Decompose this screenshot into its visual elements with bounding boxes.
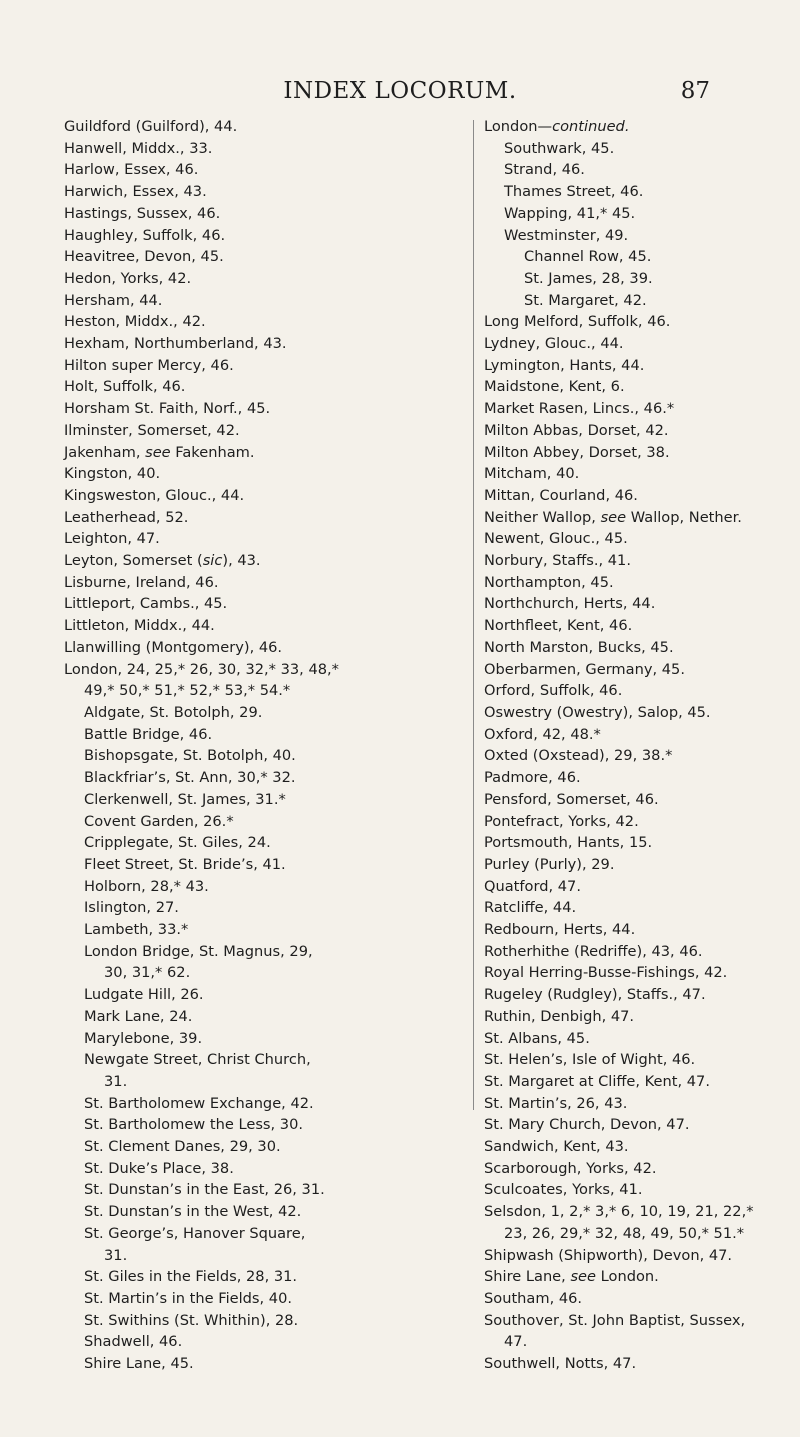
index-entry: Harlow, Essex, 46.: [64, 161, 199, 179]
index-entry: Sculcoates, Yorks, 41.: [484, 1181, 643, 1199]
index-entry: St. Dunstan’s in the West, 42.: [84, 1203, 302, 1221]
index-entry: London, 24, 25,* 26, 30, 32,* 33, 48,*: [64, 660, 339, 678]
index-entry: Maidstone, Kent, 6.: [484, 378, 625, 396]
index-entry: Marylebone, 39.: [84, 1029, 203, 1047]
index-entry: Jakenham, see Fakenham.: [64, 443, 255, 461]
index-entry: Clerkenwell, St. James, 31.*: [84, 790, 286, 808]
index-entry: Quatford, 47.: [484, 877, 581, 895]
index-entry: St. Albans, 45.: [484, 1029, 590, 1047]
index-entry: Purley (Purly), 29.: [484, 855, 615, 873]
index-entry: Holt, Suffolk, 46.: [64, 378, 186, 396]
index-entry: Lisburne, Ireland, 46.: [64, 573, 219, 591]
index-entry: 47.: [504, 1333, 528, 1351]
index-entry: Redbourn, Herts, 44.: [484, 921, 636, 939]
index-entry: St. Giles in the Fields, 28, 31.: [84, 1268, 298, 1286]
index-entry: Hanwell, Middx., 33.: [64, 139, 213, 157]
index-entry: Northfleet, Kent, 46.: [484, 617, 633, 635]
index-entry: Channel Row, 45.: [524, 248, 652, 266]
index-entry: St. Clement Danes, 29, 30.: [84, 1138, 281, 1156]
index-entry: St. Dunstan’s in the East, 26, 31.: [84, 1181, 325, 1199]
index-entry: St. Margaret at Cliffe, Kent, 47.: [484, 1072, 710, 1090]
index-entry: Littleport, Cambs., 45.: [64, 595, 228, 613]
index-entry: Southwell, Notts, 47.: [484, 1355, 637, 1373]
index-entry: Shadwell, 46.: [84, 1333, 183, 1351]
index-entry: Littleton, Middx., 44.: [64, 617, 215, 635]
index-entry: Pontefract, Yorks, 42.: [484, 812, 639, 830]
index-entry: Rotherhithe (Redriffe), 43, 46.: [484, 942, 703, 960]
index-entry: 30, 31,* 62.: [104, 964, 191, 982]
index-entry: Covent Garden, 26.*: [84, 812, 234, 830]
index-entry: St. James, 28, 39.: [524, 269, 653, 287]
column-divider: [473, 120, 474, 1110]
index-entry: Oxted (Oxstead), 29, 38.*: [484, 747, 673, 765]
index-entry: Neither Wallop, see Wallop, Nether.: [484, 508, 742, 526]
index-entry: Oxford, 42, 48.*: [484, 725, 601, 743]
index-entry: Southam, 46.: [484, 1289, 583, 1307]
index-entry: Strand, 46.: [504, 161, 585, 179]
index-entry: St. Margaret, 42.: [524, 291, 647, 309]
index-entry: Newgate Street, Christ Church,: [84, 1051, 311, 1069]
index-entry: St. Swithins (St. Whithin), 28.: [84, 1311, 299, 1329]
index-entry: Shire Lane, see London.: [484, 1268, 659, 1286]
index-entry: Hexham, Northumberland, 43.: [64, 335, 287, 353]
index-entry: 31.: [104, 1246, 128, 1264]
index-entry: Ratcliffe, 44.: [484, 899, 577, 917]
index-entry: Norbury, Staffs., 41.: [484, 552, 631, 570]
index-entry: St. Martin’s in the Fields, 40.: [84, 1289, 293, 1307]
index-entry: Hastings, Sussex, 46.: [64, 204, 221, 222]
index-entry: Oberbarmen, Germany, 45.: [484, 660, 685, 678]
index-entry: Newent, Glouc., 45.: [484, 530, 628, 548]
index-entry: Aldgate, St. Botolph, 29.: [84, 703, 263, 721]
index-entry: Long Melford, Suffolk, 46.: [484, 313, 671, 331]
index-entry: Leatherhead, 52.: [64, 508, 189, 526]
index-entry: Ilminster, Somerset, 42.: [64, 421, 240, 439]
index-entry: Southover, St. John Baptist, Sussex,: [484, 1311, 746, 1329]
index-entry: Bishopsgate, St. Botolph, 40.: [84, 747, 296, 765]
index-entry: Orford, Suffolk, 46.: [484, 682, 623, 700]
index-entry: St. George’s, Hanover Square,: [84, 1224, 306, 1242]
index-entry: 49,* 50,* 51,* 52,* 53,* 54.*: [84, 682, 291, 700]
index-entry: Shire Lane, 45.: [84, 1355, 194, 1373]
index-entry: Cripplegate, St. Giles, 24.: [84, 834, 271, 852]
index-entry: Fleet Street, St. Bride’s, 41.: [84, 855, 286, 873]
index-column-left: [64, 116, 464, 1375]
index-entry: Blackfriar’s, St. Ann, 30,* 32.: [84, 769, 296, 787]
index-entry: Milton Abbey, Dorset, 38.: [484, 443, 670, 461]
page-number: 87: [680, 78, 710, 104]
index-entry: Pensford, Somerset, 46.: [484, 790, 659, 808]
index-entry: Milton Abbas, Dorset, 42.: [484, 421, 669, 439]
index-entry: Lydney, Glouc., 44.: [484, 335, 624, 353]
index-entry: Ludgate Hill, 26.: [84, 986, 204, 1004]
index-entry: Northampton, 45.: [484, 573, 614, 591]
index-entry: Leyton, Somerset (sic), 43.: [64, 552, 261, 570]
index-entry: Holborn, 28,* 43.: [84, 877, 209, 895]
index-entry: Thames Street, 46.: [504, 183, 644, 201]
index-column-right: [484, 116, 784, 1375]
index-entry: 23, 26, 29,* 32, 48, 49, 50,* 51.*: [504, 1224, 745, 1242]
index-entry: St. Martin’s, 26, 43.: [484, 1094, 628, 1112]
index-entry: Haughley, Suffolk, 46.: [64, 226, 226, 244]
index-entry: Rugeley (Rudgley), Staffs., 47.: [484, 986, 706, 1004]
index-entry: Ruthin, Denbigh, 47.: [484, 1007, 635, 1025]
index-entry: North Marston, Bucks, 45.: [484, 638, 674, 656]
index-entry: Leighton, 47.: [64, 530, 160, 548]
index-entry: Southwark, 45.: [504, 139, 615, 157]
index-entry: Horsham St. Faith, Norf., 45.: [64, 400, 271, 418]
index-entry: Heston, Middx., 42.: [64, 313, 206, 331]
page-header: [0, 78, 800, 108]
index-entry: Hersham, 44.: [64, 291, 163, 309]
index-entry: Mark Lane, 24.: [84, 1007, 193, 1025]
index-entry: St. Mary Church, Devon, 47.: [484, 1116, 690, 1134]
index-entry: London Bridge, St. Magnus, 29,: [84, 942, 313, 960]
index-entry: Sandwich, Kent, 43.: [484, 1138, 629, 1156]
index-entry: Royal Herring-Busse-Fishings, 42.: [484, 964, 728, 982]
index-entry: Llanwilling (Montgomery), 46.: [64, 638, 283, 656]
index-entry: 31.: [104, 1072, 128, 1090]
index-entry: Wapping, 41,* 45.: [504, 204, 636, 222]
index-entry: Heavitree, Devon, 45.: [64, 248, 224, 266]
index-entry: Selsdon, 1, 2,* 3,* 6, 10, 19, 21, 22,*: [484, 1203, 754, 1221]
index-entry: Islington, 27.: [84, 899, 179, 917]
index-entry: Mittan, Courland, 46.: [484, 486, 638, 504]
index-entry: Lymington, Hants, 44.: [484, 356, 645, 374]
index-entry: Westminster, 49.: [504, 226, 629, 244]
index-entry: Battle Bridge, 46.: [84, 725, 213, 743]
index-entry: Harwich, Essex, 43.: [64, 183, 207, 201]
index-entry: St. Helen’s, Isle of Wight, 46.: [484, 1051, 696, 1069]
index-entry: Oswestry (Owestry), Salop, 45.: [484, 703, 711, 721]
index-entry: Mitcham, 40.: [484, 465, 580, 483]
index-entry: St. Bartholomew Exchange, 42.: [84, 1094, 314, 1112]
index-entry: Hilton super Mercy, 46.: [64, 356, 234, 374]
index-entry: Portsmouth, Hants, 15.: [484, 834, 653, 852]
index-entry: Kingsweston, Glouc., 44.: [64, 486, 245, 504]
index-entry: Shipwash (Shipworth), Devon, 47.: [484, 1246, 733, 1264]
index-entry: Guildford (Guilford), 44.: [64, 118, 238, 135]
index-entry: Market Rasen, Lincs., 46.*: [484, 400, 675, 418]
index-entry: Scarborough, Yorks, 42.: [484, 1159, 657, 1177]
index-entry: St. Bartholomew the Less, 30.: [84, 1116, 304, 1134]
index-entry: Hedon, Yorks, 42.: [64, 269, 192, 287]
running-title: INDEX LOCORUM.: [283, 78, 517, 104]
index-entry: St. Duke’s Place, 38.: [84, 1159, 234, 1177]
index-entry: Padmore, 46.: [484, 769, 581, 787]
index-entry: Kingston, 40.: [64, 465, 161, 483]
index-entry: London—continued.: [484, 118, 630, 135]
index-entry: Lambeth, 33.*: [84, 921, 189, 939]
index-entry: Northchurch, Herts, 44.: [484, 595, 656, 613]
